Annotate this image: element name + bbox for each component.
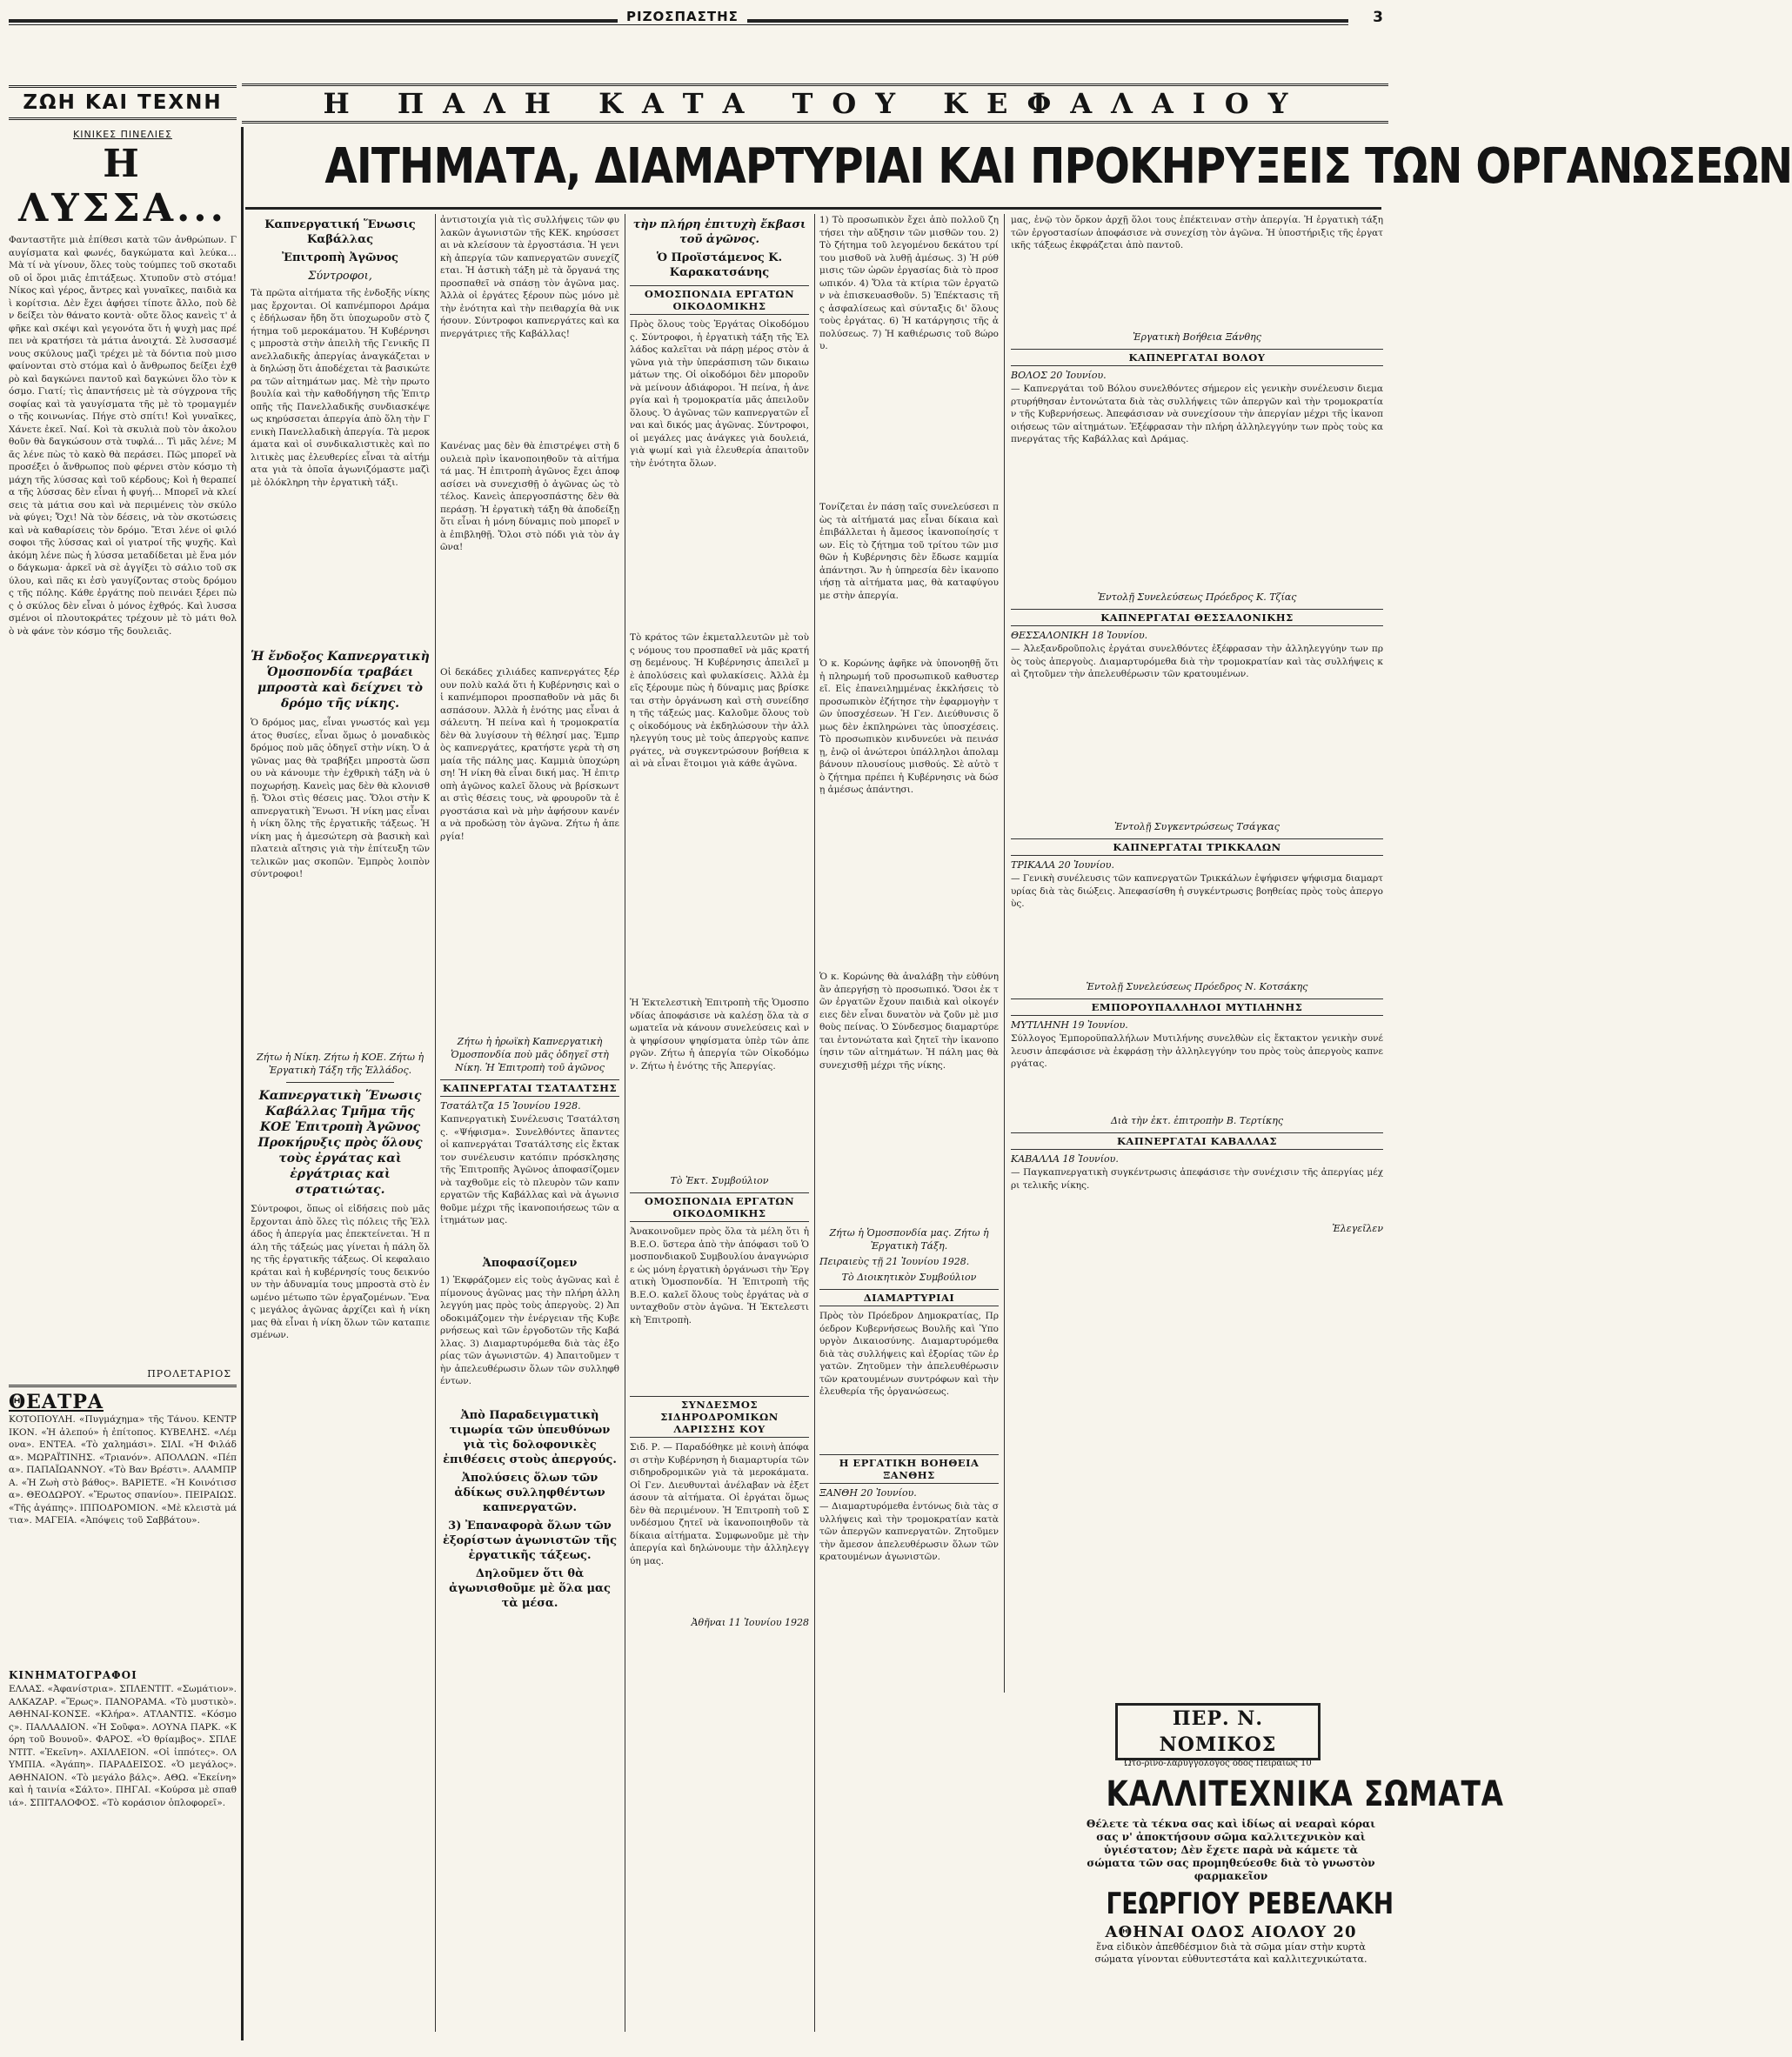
signature: Τὸ Διοικητικὸν Συμβούλιον — [841, 1272, 977, 1283]
article-title: Η ΛΥΣΣΑ... — [18, 142, 227, 230]
column-text: Ἀνακοινοῦμεν πρὸς ὅλα τὰ μέλη ὅτι ἡ Β.Ε.Ο. ὕστερα ἀπὸ τὴν ἀπόφασι τοῦ Ὁμοσπονδιακοῦ Συμβουλίου ἀναγνώρισε ὡς μόνη ἐργατικὴ ὀργάνωσι τὴν Ἐργατικὴ Ὁμοσπονδία. Ἡ Ἐπιτροπὴ τῆς Β.Ε.Ο. καλεῖ ὅλους τοὺς ἐργάτας νὰ συνταχθοῦν στὸν ἀγῶνα. Ἡ Ἐκτελεστικὴ Ἐπιτροπὴ. — [630, 1226, 809, 1326]
dateline: ΚΑΒΑΛΛΑ 18 Ἰουνίου. — [1011, 1153, 1119, 1165]
column-text: Ὁ δρόμος μας, εἶναι γνωστός καὶ γεμάτος θυσίες, εἶναι ὅμως ὁ μοναδικὸς δρόμος ποὺ μᾶς ὁδηγεῖ στὴν νίκη. Ὁ ἀγῶνας μας θὰ τραβήξει μπροστὰ ὥσπου νὰ κάνουμε τὴν ἐχθρικὴ τάξη νὰ ὑποχωρήσῃ. Κανεὶς μας δὲν θὰ κλονισθῇ. Ὅλοι στὶς θέσεις μας. Ὅλοι στὴν Καπνεργατικὴ Ἕνωσι. Ἡ νίκη μας εἶναι ἡ νίκη ὅλης τῆς ἐργατικῆς τάξεως. Ἡ νίκη μας ἡ ἀμεσώτερη σὰ βασικὴ καὶ πλατειὰ αἴτησις γιὰ τὴν ἐπίτευξη τῶν τελικῶν μας σκοπῶν. Ἐμπρὸς λοιπὸν σύντροφοι! — [251, 718, 430, 879]
masthead — [9, 9, 1383, 33]
column-text: Πρὸς τὸν Πρόεδρον Δημοκρατίας, Πρόεδρον Κυβερνήσεως Βουλῆς καὶ Ὑπουργὸν Δικαιοσύνης. Διαμαρτυρόμεθα διὰ τὰς συλλήψεις καὶ ἐξορίας τῶν ἐργατῶν. Ζητοῦμεν τὴν ἀπελευθέρωσιν τῶν κρατουμένων συντρόφων καὶ τὴν ἐλευθερία τῆς ὀργανώσεως. — [819, 1311, 999, 1397]
ad-footer: ἕνα εἰδικὸν ἀπεθδέσμιον διὰ τὰ σῶμα μίαν στὴν κυρτὰ σώματα γίνονται εὐθυντεστάτα καὶ καλλιτεχνικώτατα. — [1094, 1941, 1367, 1965]
ad-line: Ὠτο-ρινο-λαρυγγολόγος ὁδὸς Πειραιῶς 10 — [1124, 1759, 1312, 1768]
page-number: 3 — [1373, 9, 1383, 26]
article-column-4 — [819, 214, 999, 1579]
dateline: Ἀθῆναι 11 Ἰουνίου 1928 — [691, 1617, 809, 1628]
notice-heading: ΚΑΠΝΕΡΓΑΤΑΙ ΤΣΑΤΑΛΤΣΗΣ — [440, 1079, 619, 1097]
column-text: Κανένας μας δὲν θὰ ἐπιστρέψει στὴ δουλειὰ πρὶν ἱκανοποιηθοῦν τὰ αἰτήματά μας. Ἡ ἐπιτροπὴ ἀγῶνος ἔχει ἀποφασίσει νὰ συνεχισθῇ ὁ ἀγῶνας ὡς τὸ τέλος. Κανεὶς ἀπεργοσπάστης δὲν θὰ περάσῃ. Ἡ ἐργατικὴ τάξη θὰ ἀποδείξῃ ὅτι εἶναι ἡ μόνη δύναμις ποὺ μπορεῖ νὰ ἐπιβληθῇ. Ὅλοι στὸ πόδι γιὰ τὸν ἀγῶνα! — [440, 441, 619, 552]
column-text: — Διαμαρτυρόμεθα ἐντόνως διὰ τὰς συλλήψεις καὶ τὴν τρομοκρατίαν κατὰ τῶν ἀπεργῶν καπνεργατῶν. Ζητοῦμεν τὴν ἄμεσον ἀπελευθέρωσιν ὅλων τῶν κρατουμένων ἀγωνιστῶν. — [819, 1501, 999, 1562]
section-title: ΖΩΗ ΚΑΙ ΤΕΧΝΗ — [9, 85, 237, 120]
column-text: Τονίζεται ἐν πάσῃ ταῖς συνελεύσεσι πὼς τὰ αἰτήματά μας εἶναι δίκαια καὶ ἐπιβάλλεται ἡ ἄμεσος ἱκανοποίησίς των. Εἰς τὸ ζήτημα τοῦ τρίτου τῶν μισθῶν ἡ Κυβέρνησις δὲν ἔδωσε καμμία ἀπάντησι. Ἄν ἡ ὑπηρεσία δὲν ἱκανοποιήσῃ τὰ αἰτήματα μας, θὰ καταφύγουμε στὴν ἀπεργία. — [819, 502, 999, 601]
column-text: Ὁ κ. Κορώνης ἀφῆκε νὰ ὑπονοηθῇ ὅτι ἡ πληρωμή τοῦ προσωπικοῦ καθυστερεῖ. Εἰς ἐπανειλημμένας ἐκκλήσεις τὸ προσωπικὸν ἐζήτησε τὴν ἐφαρμογὴν τῶν ὑποσχέσεων. Ἡ Γεν. Διεύθυνσις ὅμως δὲν ἐκπληρώνει τὰς ὑποσχέσεις. Τὸ προσωπικὸν κινδυνεύει νὰ πεινάσῃ, ἐνῷ οἱ ἀνώτεροι ὑπάλληλοι ἀπολαμβάνουν πλουσίους μισθούς. Σὲ αὐτὸ τὸ ζήτημα πρέπει ἡ Κυβέρνησις νὰ δώσῃ ἀμέσως ἀπάντησι. — [819, 658, 999, 795]
signature: Ἐντολῇ Συνελεύσεως Πρόεδρος Κ. Τζίας — [1097, 591, 1297, 603]
cinema-listings: ΕΛΛΑΣ. «Ἀφανίστρια». ΣΠΛΕΝΤΙΤ. «Σωμάτιον». ΑΛΚΑΖΑΡ. «Ἔρως». ΠΑΝΟΡΑΜΑ. «Τὸ μυστικὸ». ΑΘΗΝΑΙ-ΚΟΝΣΕ. «Κλήρα». ΑΤΛΑΝΤΙΣ. «Κόσμος». ΠΑΛΛΑΔΙΟΝ. «Ἡ Σοῦφα». ΛΟΥΝΑ ΠΑΡΚ. «Κόρη τοῦ Βουνοῦ». ΦΑΡΟΣ. «Ὁ θρίαμβος». ΣΠΛΕΝΤΙΤ. «Ἐκεῖνη». ΑΧΙΛΛΕΙΟΝ. «Οἱ ἱππότες». ΟΛΥΜΠΙΑ. «Ἀγάπη». ΠΑΡΑΔΕΙΣΟΣ. «Ὁ μεγάλος». ΑΘΗΝΑΙΟΝ. «Τὸ μεγάλο βάλς». ΑΘΩ. «Ἐκείνη» καὶ ἡ ταινία «Σάλτο». ΠΗΓΑΙ. «Κούρσα μὲ σπαθιά». ΣΠΙΤΑΛΟΦΟΣ. «Τὸ κοράσιον ὁπλοφορεῖ». — [9, 1684, 237, 1808]
column-text: Σιδ. Ρ. — Παραδόθηκε μὲ κοινὴ ἀπόφασι στὴν Κυβέρνηση ἡ διαμαρτυρία τῶν σιδηροδρομικῶν γιὰ τὰ μεροκάματα. Οἱ Γεν. Διευθυνταὶ ἀνέλαβαν νὰ ἐξετάσουν τὰ αἰτήματα. Οἱ ἐργάται ὅμως δὲν θὰ περιμένουν. Ἡ Ἐπιτροπὴ τοῦ Συνδέσμου ζητεῖ νὰ ἱκανοποιηθοῦν τὰ δίκαια αἰτήματα. Συμφωνοῦμε μὲ τὴν ἀπεργία καὶ δηλώνουμε τὴν ἀλληλεγγύη μας. — [630, 1442, 809, 1566]
column-kicker: ΚΙΝΙΚΕΣ ΠΙΝΕΛΙΕΣ — [73, 129, 172, 140]
column-text: ἀντιστοιχία γιὰ τὶς συλλήψεις τῶν φυλακῶν ἀγωνιστῶν τῆς ΚΕΚ. κηρύσσεται νὰ κλείσουν τὰ ἐργοστάσια. Ἡ γενικὴ ἀπεργία τῶν καπνεργατῶν συνεχίζεται. Ἡ ἀστικὴ τάξη μὲ τὰ ὄργανά της προσπαθεῖ νὰ σπάσῃ τὸν ἀγῶνα μας. Ἀλλὰ οἱ ἐργάτες ξέρουν πὼς μόνο μὲ τὴν ἑνότητα καὶ τὴν πειθαρχία θὰ νικήσουν. Σύντροφοι καπνεργάτες καὶ καπνεργάτριες τῆς Καβάλλας! — [440, 215, 619, 339]
notice-heading: Η ΕΡΓΑΤΙΚΗ ΒΟΗΘΕΙΑ ΞΑΝΘΗΣ — [819, 1454, 999, 1484]
column-text: — Γενικὴ συνέλευσις τῶν καπνεργατῶν Τρικκάλων ἐψήφισεν ψήφισμα διαμαρτυρίας διὰ τὰς διώξεις. Ἀπεφασίσθη ἡ συγκέντρωσις βοηθείας πρὸς τοὺς ἀπεργοὺς. — [1011, 873, 1383, 909]
column-text: Καπνεργατικὴ Συνέλευσις Τσατάλτσης. «Ψήφισμα». Συνελθόντες ἅπαντες οἱ καπνεργάται Τσατάλτσης εἰς ἔκτακτον συνέλευσιν κατόπιν πρόσκλησης τῆς Ἐπιτροπῆς Ἀγῶνος ἀποφασίζομεν νὰ ταχθοῦμε εἰς τὸ πλευρὸν τῶν καπνεργατῶν τῆς Καβάλλας καὶ νὰ ἀγωνισθοῦμε μέχρι τῆς ἱκανοποιήσεως τῶν αἰτημάτων μας. — [440, 1114, 619, 1226]
main-headline: ΑΙΤΗΜΑΤΑ, ΔΙΑΜΑΡΤΥΡΙΑΙ ΚΑΙ ΠΡΟΚΗΡΥΞΕΙΣ ΤΩΝ ΟΡΓΑΝΩΣΕΩΝ — [324, 138, 1792, 195]
dateline: ΞΑΝΘΗ 20 Ἰουνίου. — [819, 1487, 917, 1499]
dateline: ΒΟΛΟΣ 20 Ἰουνίου. — [1011, 370, 1107, 381]
column-text: Πρὸς ὅλους τοὺς Ἐργάτας Οἰκοδόμους. Σύντροφοι, ἡ ἐργατικὴ τάξη τῆς Ἑλλάδος καλεῖται νὰ πάρῃ μέρος στὸν ἀγῶνα γιὰ τὴν ὑπεράσπιση τῶν δικαιωμάτων της. Οἱ οἰκοδόμοι δὲν μποροῦν νὰ μείνουν ἀδιάφοροι. Ἡ πείνα, ἡ ἀνεργία καὶ ἡ τρομοκρατία μᾶς ἀπειλοῦν ὅλους. Ὁ ἀγῶνας τῶν καπνεργατῶν εἶναι καὶ δικός μας ἀγῶνας. Σύντροφοι, οἱ μεγάλες μας ἀνάγκες γιὰ δουλειά, γιὰ ψωμί καὶ γιὰ ἐλευθερία ἀπαιτοῦν τὴν ἑνότητα ὅλων. — [630, 319, 809, 469]
column-text: Τὸ κράτος τῶν ἐκμεταλλευτῶν μὲ τοὺς νόμους του προσπαθεῖ νὰ μᾶς κρατήσῃ δεμένους. Ἡ Κυβέρνησις ἀπειλεῖ μὲ ἀπολύσεις καὶ φυλακίσεις. Ἀλλὰ ἐμεῖς ξέρουμε πὼς ἡ δύναμις μας βρίσκεται στὴν ὀργάνωση καὶ στὴ συνείδηση τῆς τάξεώς μας. Καλοῦμε ὅλους τοὺς οἰκοδόμους νὰ ἐκδηλώσουν τὴν ἀλληλεγγύη τους μὲ τοὺς ἀπεργοὺς καπνεργάτες, νὰ συγκεντρώσουν βοήθεια καὶ νὰ εἶναι ἕτοιμοι γιὰ κάθε ἀγῶνα. — [630, 632, 809, 769]
column-text: Ἡ Ἐκτελεστικὴ Ἐπιτροπὴ τῆς Ὁμοσπονδίας ἀποφάσισε νὰ καλέσῃ ὅλα τὰ σωματεῖα νὰ κάνουν συνελεύσεις καὶ νὰ ψηφίσουν ψηφίσματα ὑπὲρ τῶν ἀπεργῶν. Ζήτω ἡ ἀπεργία τῶν Οἰκοδόμων. Ζήτω ἡ ἑνότης τῆς Ἀπεργίας. — [630, 998, 809, 1072]
ad-pharmacy-name: ΓΕΩΡΓΙΟΥ ΡΕΒΕΛΑΚΗ — [1106, 1887, 1394, 1921]
notice-heading: ΔΙΑΜΑΡΤΥΡΙΑΙ — [819, 1289, 999, 1306]
committee-heading: Ἐπιτροπὴ Ἀγῶνος — [282, 251, 398, 264]
column-subheading: Ἡ ἔνδοξος Καπνεργατικὴ Ὁμοσπονδία τραβάει μπροστὰ καὶ δείχνει τὸ δρόμο τῆς νίκης. — [251, 650, 430, 711]
dateline: ΘΕΣΣΑΛΟΝΙΚΗ 18 Ἰουνίου. — [1011, 630, 1148, 641]
notice-heading: ΟΜΟΣΠΟΝΔΙΑ ΕΡΓΑΤΩΝ ΟΙΚΟΔΟΜΙΚΗΣ — [630, 285, 809, 315]
article-column-3 — [630, 214, 809, 1630]
demand-heading: Ἀπολύσεις ὅλων τῶν ἀδίκως συλληφθέντων καπνεργατῶν. — [454, 1472, 605, 1514]
theatre-heading: ΘΕΑΤΡΑ — [9, 1385, 237, 1413]
notice-heading: ΕΜΠΟΡΟΥΠΑΛΛΗΛΟΙ ΜΥΤΙΛΗΝΗΣ — [1011, 998, 1383, 1016]
demand-heading: Δηλοῦμεν ὅτι θὰ ἀγωνισθοῦμε μὲ ὅλα μας τὰ μέσα. — [449, 1567, 611, 1610]
left-column — [9, 129, 237, 2057]
column-text: — Ἀλεξανδροῦπολις ἐργάται συνελθόντες ἐξέφρασαν τὴν ἀλληλεγγύην των πρὸς τοὺς ἀπεργοὺς. Διαμαρτυρόμεθα διὰ τὴν τρομοκρατίαν καὶ τὰς συλλήψεις καὶ ζητοῦμεν τὴν ἀπελευθέρωσιν τῶν κρατουμένων. — [1011, 644, 1383, 679]
demand-heading: 3) Ἐπαναφορὰ ὅλων τῶν ἐξορίστων ἀγωνιστῶν τῆς ἐργατικῆς τάξεως. — [442, 1519, 618, 1562]
section-banner: Η ΠΑΛΗ ΚΑΤΑ ΤΟΥ ΚΕΦΑΛΑΙΟΥ — [242, 83, 1388, 124]
article-byline: ΠΡΟΛΕΤΑΡΙΟΣ — [147, 1368, 231, 1379]
article-column-2 — [440, 214, 619, 1614]
column-divider — [1004, 214, 1005, 1693]
article-column-5 — [1011, 214, 1383, 1239]
signature: Ὁ Προϊστάμενος Κ. Καρακατσάνης — [656, 251, 783, 279]
column-text: τὴν πλήρη ἐπιτυχὴ ἔκβασι τοῦ ἀγῶνος. — [632, 218, 806, 246]
article-body: Φανταστῆτε μιὰ ἐπίθεσι κατὰ τῶν ἀνθρώπων. Γαυγίσματα καὶ φωνές, δαγκώματα καὶ λεύκα… Μὰ τί νὰ γίνουν, ὅλες τοὺς τούμπες τοῦ σκοταδιοῦ οἱ ὅροι μιᾶς ἐπιτάξεως. Χτυποῦν στὸ στόμα! Νίκος καὶ γέρος, ἄντρες καὶ γυναῖκες, παιδιὰ καὶ κορίτσια. Δὲν ἔχει ἀφήσει τίποτε ἄλλο, ποὺ δὲν δείξει τὸν θάνατο κοντὰ· οὔτε ὅλος κανεὶς τ' ἀφῆκε καὶ σκέψι καὶ γεγονότα ὅτι ἡ ψυχὴ μας πρέπει νὰ κρατήσει τὰ μάτια ἀνοιχτά. Σὲ λυσσασμένους σκύλους μαζὶ τρέχει μὲ τὰ δόντια ποὺ μισοφαίνονται στὸ στόμα καὶ ὁ ἄνθρωπος δείξει ἐχθρὸ καὶ δαγκώνει παντοῦ καὶ δαγκώνει ὅλο τὸν κόσμο. Γιατί; τὶς ἀπαντήσεις μὲ τὰ σύγχρονα τῆς σοφίας καὶ τὰ γαυγίσματα τῆς μὲ τὸ τρομαγμένο τῆς κοινωνίας. Πήγε στὸ σπίτι! Κοὶ γυναῖκες, Χάνετε ἐκεῖ. Ναί. Κοὶ τὰ σκυλιὰ ποὺ τὸν ἀκολουθοῦν θὰ δαγκώσουν στὰ τυφλά… Τὶ μᾶς λένε; Μᾶς λένε πὼς τὸ κακὸ θὰ περάσει. Πῶς μπορεῖ νὰ προσέξει ὁ ἄνθρωπος ποὺ φέρνει στὸν κόσμο τὴ μάχη τῆς λύσσας καὶ τοῦ κέρδους; Κοὶ ἡ θεραπεία τῆς λύσσας δὲν εἶναι ἡ φυγή… Μπορεῖ νὰ κλείσεις τὰ μάτια σου καὶ νὰ περιμένεις τὸν σκύλο νὰ φύγει; Ὄχι! Νὰ τὸν δέσεις, νὰ τὸν σκοτώσεις καὶ νὰ καθαρίσεις τὸν δρόμο. Ἔτσι λένε οἱ φιλόσοφοι τῆς λύσσας καὶ οἱ γιατροί τῆς ψυχῆς. Καὶ ἀκόμη λένε πὼς ἡ λύσσα μεταδίδεται μὲ ἕνα μόνο δάγκωμα· ἀρκεῖ νὰ σὲ ἀγγίξει τὸ σάλιο τοῦ σκύλου, καὶ πᾶς κι ἐσὺ γαυγίζοντας στοὺς δρόμους τῆς πόλης. Κάθε ἐργάτης ποὺ πεινάει ξέρει πὼς ὁ σκύλος δὲν εἶναι ὁ μόνος ἐχθρός. Καὶ λυσσασμένοι οἱ πλουτοκράτες τρέχουν μὲ τὸ μάτι θολὸ νὰ φάνε τὸν κόσμο τῆς δουλειᾶς. — [9, 235, 237, 637]
column-text: Οἱ δεκάδες χιλιάδες καπνεργάτες ξέρουν πολὺ καλά ὅτι ἡ Κυβέρνησις καὶ οἱ καπνέμποροι προσπαθοῦν νὰ μᾶς διασπάσουν. Ἀλλὰ ἡ ἑνότης μας εἶναι ἀσάλευτη. Ἡ πείνα καὶ ἡ τρομοκρατία δὲν θὰ λυγίσουν τὴ θέλησί μας. Ἐμπρὸς καπνεργάτες, κρατήστε γερὰ τὴ σημαία τῆς πάλης μας. Καμμιὰ ὑποχώρηση! Ἡ νίκη θὰ εἶναι δική μας. Ἡ ἐπιτροπὴ ἀγῶνος καλεῖ ὅλους νὰ βρίσκωνται στὶς θέσεις τους, νὰ φρουροῦν τὰ ἐργοστάσια καὶ νὰ μὴν ἀφήσουν κανένα νὰ προδώσῃ τὸν ἀγῶνα. Ζήτω ἡ ἀπεργία! — [440, 667, 619, 842]
signature: Διὰ τὴν ἐκτ. ἐπιτροπὴν Β. Τερτίκης — [1110, 1115, 1283, 1126]
doctor-advertisement — [1115, 1703, 1321, 1768]
column-text: Σύλλογος Ἐμποροϋπαλλήλων Μυτιλήνης συνελθὼν εἰς ἔκτακτον γενικὴν συνέλευσιν ἀπεφάσισε νὰ ἐκφράσῃ τὴν ἀλληλεγγύην του πρὸς τοὺς ἀπεργοὺς καπνεργάτας. — [1011, 1033, 1383, 1069]
column-divider — [241, 127, 244, 2040]
ad-title: ΚΑΛΛΙΤΕΧΝΙΚΑ ΣΩΜΑΤΑ — [1106, 1774, 1504, 1814]
column-text: Τὰ πρῶτα αἰτήματα τῆς ἐνδοξῆς νίκης μας ἔρχονται. Οἱ καπνέμποροι Δράμας ἐδήλωσαν ἤδη ὅτι ὑποχωροῦν στὸ ζήτημα τοῦ μεροκάματου. Ἡ Κυβέρνησις μπροστὰ στὴν ἀπειλὴ τῆς Γενικῆς Πανελλαδικῆς ἀπεργίας ἀναγκάζεται νὰ δηλώσῃ ὅτι ἀποδέχεται τὰ βασικώτερα τῶν αἰτημάτων μας. Μὲ τὴν πρωτοβουλία καὶ τὴν καθοδήγηση τῆς Ἐπιτροπῆς τῆς Πανελλαδικῆς συνδιασκέψεως κηρύσσεται ἀπεργία ἀπὸ ὅλη τὴν Γενικὴ Πανελλαδικὴ ἀπεργία. Τὰ μεροκάματα καὶ οἱ συνδικαλιστικὲς καὶ πολιτικὲς μας ἐλευθερίες εἶναι τὰ αἰτήματα γιὰ τὰ ὁποῖα ἀγωνιζόμαστε μαζὶ μὲ ὁλόκληρη τὴν ἐργατικὴ τάξι. — [251, 288, 430, 488]
org-heading: Καπνεργατική Ἕνωσις Καβάλλας — [264, 218, 416, 246]
column-text: — Καπνεργάται τοῦ Βόλου συνελθόντες σήμερον εἰς γενικὴν συνέλευσιν διεμαρτυρήθησαν ἐντονώτατα διὰ τὰς συλλήψεις τῶν ἀπεργῶν καὶ τὴν τρομοκρατίαν τῆς Κυβερνήσεως. Ἀπεφάσισαν νὰ συνεχίσουν τὴν ἀπεργίαν μέχρι τῆς ἱκανοποιήσεως τῶν αἰτημάτων. Ἐξέφρασαν τὴν πλήρη ἀλληλεγγύην των πρὸς τοὺς καπνεργάτας τῆς Καβάλλας καὶ Δράμας. — [1011, 384, 1383, 444]
column-text: 1) Τὸ προσωπικὸν ἔχει ἀπὸ πολλοῦ ζητήσει τὴν αὔξησιν τῶν μισθῶν του. 2) Τὸ ζήτημα τοῦ λεγομένου δεκάτου τρίτου μισθοῦ νὰ λυθῇ ἀμέσως. 3) Ἡ ρύθμισις τῶν ὡρῶν ἐργασίας διὰ τὸ προσωπικόν. 4) Ὅλα τὰ κτίρια τῶν ἐργατῶν νὰ ἐπισκευασθοῦν. 5) Ἐπέκτασις τῆς ἀσφαλίσεως καὶ σύνταξις δι' ὅλους τοὺς ἐργάτας. 6) Ἡ κατάργησις τῆς ἀπολύσεως. 7) Ἡ καθιέρωσις τοῦ 8ώρου. — [819, 215, 999, 351]
notice-heading: ΚΑΠΝΕΡΓΑΤΑΙ ΘΕΣΣΑΛΟΝΙΚΗΣ — [1011, 609, 1383, 626]
theatre-listings: ΚΟΤΟΠΟΥΛΗ. «Πυγμάχημα» τῆς Τάνου. ΚΕΝΤΡΙΚΟΝ. «Ἡ ἀλεπού» ἡ ἐπίτοπος. ΚΥΒΕΛΗΣ. «Λέμονα». ΕΝΤΕΑ. «Τὸ χαλημάσι». ΣΙΛΙ. «Ἡ Φιλάδα». ΜΩΡΑΪΤΙΝΗΣ. «Τριανόν». ΑΠΟΛΛΩΝ. «Πέπα». ΠΑΠΑΪΩΑΝΝΟΥ. «Τὸ Βαν Βρέστι». ΑΛΑΜΠΡΑ. «Ἡ Ζωὴ στὸ βάθος». ΒΑΡΙΕΤΕ. «Ἡ Κοινότισσα». ΘΕΟΔΩΡΟΥ. «Ἔρωτος σπανίου». ΠΕΙΡΑΙΩΣ. «Τῆς ἀγάπης». ΙΠΠΟΔΡΟΜΙΟΝ. «Μὲ κλειστὰ μάτια». ΜΑΓΕΙΑ. «Ἀπόψεις τοῦ Σαββάτου». — [9, 1414, 237, 1526]
ad-address: ΑΘΗΝΑΙ ΟΔΟΣ ΑΙΟΛΟΥ 20 — [1105, 1923, 1357, 1941]
demand-heading: Ἀπὸ Παραδειγματικὴ τιμωρία τῶν ὑπευθύνων γιὰ τὶς δολοφονικὲς ἐπιθέσεις στοὺς ἀπεργούς. — [443, 1409, 617, 1466]
notice-heading: ΣΥΝΔΕΣΜΟΣ ΣΙΔΗΡΟΔΡΟΜΙΚΩΝ ΛΑΡΙΣΣΗΣ ΚΟΥ — [630, 1396, 809, 1438]
headline-rule — [245, 207, 1381, 210]
column-divider — [435, 214, 436, 2032]
dateline: Τσατάλτζα 15 Ἰουνίου 1928. — [440, 1100, 581, 1112]
notice-heading: ΚΑΠΝΕΡΓΑΤΑΙ ΚΑΒΑΛΛΑΣ — [1011, 1132, 1383, 1150]
column-text: Ὁ κ. Κορώνης θὰ ἀναλάβῃ τὴν εὐθύνη ἂν ἀπεργήσῃ τὸ προσωπικό. Ὅσοι ἐκ τῶν ἐργατῶν ἔχουν παιδιὰ καὶ οἰκογένειες δὲν εἶναι δυνατὸν νὰ ζοῦν μὲ μισθοὺς πείνας. Ὁ Σύνδεσμος διαμαρτύρεται ἐντονώτατα καὶ ζητεῖ τὴν ἱκανοποίησιν τῶν αἰτημάτων. Ἡ πάλη μας θὰ συνεχισθῇ μέχρι τῆς νίκης. — [819, 972, 999, 1071]
signature: Τὸ Ἐκτ. Συμβούλιον — [670, 1175, 769, 1186]
column-text: μας, ἐνῷ τὸν ὄρκον ἀρχῇ ὅλοι τους ἐπέκτειναν στὴν ἀπεργία. Ἡ ἐργατικὴ τάξη τῶν ἐργοστασίων ἀποφάσισε νὰ συνεχίσῃ τὸν ἀγῶνα. Ἡ ὑποστήριξις τῆς ἐργατικῆς τάξεως ἐκφράζεται ἀπὸ παντοῦ. — [1011, 215, 1383, 250]
divider — [286, 1082, 394, 1083]
pharmacy-advertisement — [1079, 1774, 1504, 2035]
ad-description: Θέλετε τὰ τέκνα σας καὶ ἰδίως αἱ νεαραὶ κόραι σας ν' ἀποκτήσουν σῶμα καλλιτεχνικὸν καὶ ὑγιέστατον; Δὲν ἔχετε παρὰ νὰ κάμετε τὰ σώματα τῶν σας προμηθεύεσθε διὰ τὸ γνωστὸν φαρμακεῖον — [1086, 1818, 1376, 1882]
signature: Ἐργατικὴ Βοήθεια Ξάνθης — [1133, 331, 1261, 343]
salutation: Σύντροφοι, — [308, 270, 372, 283]
signature: Ἐντολῇ Συνελεύσεως Πρόεδρος Ν. Κοτσάκης — [1086, 981, 1308, 992]
column-text: — Παγκαπνεργατικὴ συγκέντρωσις ἀπεφάσισε τὴν συνέχισιν τῆς ἀπεργίας μέχρι τελικῆς νίκης. — [1011, 1167, 1383, 1191]
dateline: Πειραιεὺς τῇ 21 Ἰουνίου 1928. — [819, 1256, 970, 1267]
notice-heading: ΚΑΠΝΕΡΓΑΤΑΙ ΒΟΛΟΥ — [1011, 349, 1383, 366]
article-column-1 — [251, 214, 430, 1777]
newspaper-name: ΡΙΖΟΣΠΑΣΤΗΣ — [618, 9, 747, 24]
signature: Ζήτω ἡ ἡρωϊκὴ Καπνεργατικὴ Ὁμοσπονδία ποὺ μᾶς ὁδηγεῖ στὴ Νίκη. Ἡ Ἐπιτροπὴ τοῦ ἀγῶνος — [451, 1036, 609, 1073]
cinema-heading: ΚΙΝΗΜΑΤΟΓΡΑΦΟΙ — [9, 1669, 137, 1681]
column-divider — [814, 214, 815, 2032]
resolution-heading: Ἀποφασίζομεν — [482, 1257, 578, 1270]
dateline: ΜΥΤΙΛΗΝΗ 19 Ἰουνίου. — [1011, 1019, 1128, 1031]
proclamation-heading: Καπνεργατικὴ Ἕνωσις Καβάλλας Τμῆμα τῆς ΚΟΕ Ἐπιτροπὴ Ἀγῶνος Προκήρυξις πρὸς ὅλους τοὺς ἐργάτας καὶ ἐργάτριας καὶ στρατιώτας. — [257, 1089, 423, 1197]
ad-name: ΠΕΡ. Ν. ΝΟΜΙΚΟΣ — [1159, 1707, 1277, 1756]
dateline: ΤΡΙΚΑΛΑ 20 Ἰουνίου. — [1011, 859, 1114, 871]
signature: Ἐντολῇ Συγκεντρώσεως Τσάγκας — [1114, 821, 1280, 832]
closing-slogans: Ζήτω ἡ Νίκη. Ζήτω ἡ ΚΟΕ. Ζήτω ἡ Ἐργατικὴ Τάξη τῆς Ἑλλάδος. — [256, 1052, 425, 1076]
notice-heading: ΟΜΟΣΠΟΝΔΙΑ ΕΡΓΑΤΩΝ ΟΙΚΟΔΟΜΙΚΗΣ — [630, 1192, 809, 1222]
column-text: Σύντροφοι, ὅπως οἱ εἰδήσεις ποὺ μᾶς ἔρχονται ἀπὸ ὅλες τὶς πόλεις τῆς Ἑλλάδος ἡ ἀπεργία μας ἐπεκτείνεται. Ἡ πάλη τῆς τάξεώς μας γίνεται ἡ πάλη ὅλης τῆς ἐργατικῆς τάξεως. Οἱ κεφαλαιοκράται καὶ ἡ κυβέρνησίς τους δεικνύουν τὴν ἀδυναμία τους μπροστὰ στὸ ἑνωμένο μέτωπο τῶν ἐργαζομένων. Ἕνας μεγάλος ἀγῶνας ἀρχίζει καὶ ἡ νίκη μας θὰ εἶναι ἡ νίκη ὅλων τῶν καταπιεσμένων. — [251, 1204, 430, 1340]
closing-slogans: Ζήτω ἡ Ὁμοσπονδία μας. Ζήτω ἡ Ἐργατικὴ Τάξη. — [829, 1227, 989, 1252]
signature: Ἐλεγεῖλεν — [1332, 1223, 1383, 1234]
column-text: 1) Ἐκφράζομεν εἰς τοὺς ἀγῶνας καὶ ἐπίμονους ἀγῶνας μας τὴν πλήρη ἀλληλεγγύη μας πρὸς τοὺς ἀπεργοὺς. 2) Ἀποδοκιμάζομεν τὴν ἐνέργειαν τῆς Κυβερνήσεως καὶ τῶν ἐργοδοτῶν τῆς Καβάλλας. 3) Διαμαρτυρόμεθα διὰ τὰς ἐξορίας τῶν ἀγωνιστῶν. 4) Ἀπαιτοῦμεν τὴν ἀπελευθέρωσιν ὅλων τῶν συλληφθέντων. — [440, 1275, 619, 1386]
notice-heading: ΚΑΠΝΕΡΓΑΤΑΙ ΤΡΙΚΚΑΛΩΝ — [1011, 838, 1383, 856]
